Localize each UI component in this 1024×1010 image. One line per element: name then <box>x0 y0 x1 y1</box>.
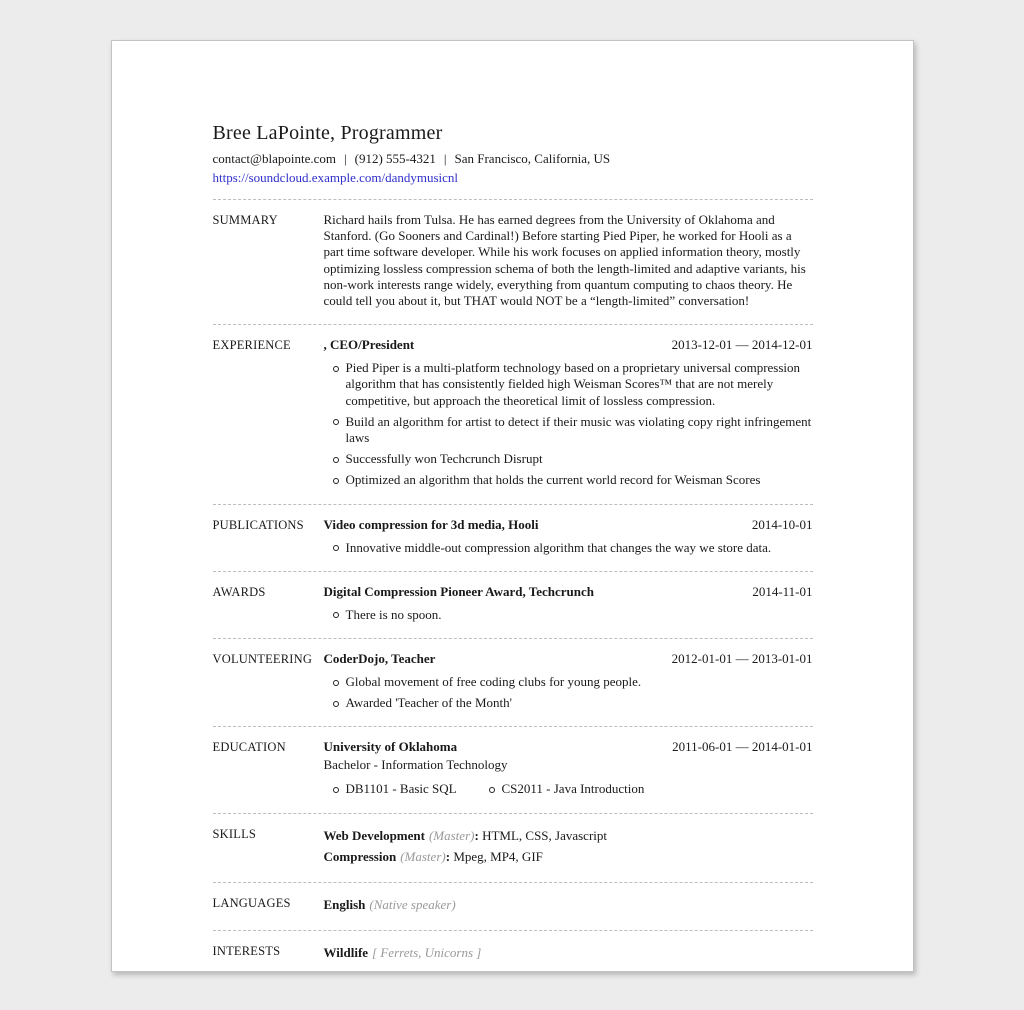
section-label-languages: LANGUAGES <box>212 895 291 910</box>
experience-bullet: Build an algorithm for artist to detect if their music was violating copy right infringement laws <box>324 414 813 446</box>
section-skills <box>213 814 813 883</box>
education-course-list <box>324 781 813 797</box>
education-content <box>324 739 813 797</box>
publications-content <box>324 517 813 556</box>
education-dates: 2011-06-01 — 2014-01-01 <box>672 739 813 755</box>
language-level: (Native speaker) <box>369 896 456 912</box>
section-label-interests: INTERESTS <box>212 943 281 958</box>
award-title: Digital Compression Pioneer Award, Techcrunch <box>323 583 594 599</box>
section-awards <box>213 572 813 639</box>
contact-phone: (912) 555-4321 <box>354 151 436 166</box>
section-label-summary: SUMMARY <box>212 213 278 227</box>
volunteering-content <box>324 651 813 711</box>
section-experience <box>213 325 813 504</box>
skill-detail: Mpeg, MP4, GIF <box>450 848 543 864</box>
experience-title: , CEO/President <box>323 337 415 353</box>
section-label-awards: AWARDS <box>212 584 266 599</box>
experience-heading-row <box>324 337 813 353</box>
volunteering-title: CoderDojo, Teacher <box>323 651 436 667</box>
awards-bullet-list <box>324 607 813 623</box>
contact-line <box>213 151 813 167</box>
language-line <box>324 895 813 915</box>
skill-colon: : <box>474 827 479 843</box>
languages-content <box>324 895 813 915</box>
contact-email: contact@blapointe.com <box>212 151 337 166</box>
interests-content <box>324 943 813 963</box>
skill-level: (Master) <box>400 848 446 864</box>
volunteering-heading-row <box>324 651 813 667</box>
experience-content <box>324 337 813 488</box>
skill-line <box>324 847 813 867</box>
section-label-education: EDUCATION <box>212 740 286 755</box>
section-label-experience: EXPERIENCE <box>212 338 291 353</box>
publications-heading-row <box>324 517 813 533</box>
website-line <box>213 170 813 186</box>
education-course: CS2011 - Java Introduction <box>480 781 645 797</box>
skill-colon: : <box>445 848 451 864</box>
contact-divider: | <box>344 151 347 166</box>
website-link[interactable]: https://soundcloud.example.com/dandymusicnl <box>212 170 459 185</box>
section-publications <box>213 505 813 572</box>
resume-header <box>213 121 813 200</box>
skill-name: Web Development <box>323 827 425 843</box>
section-volunteering <box>213 639 813 727</box>
section-languages <box>213 883 813 931</box>
volunteering-dates: 2012-01-01 — 2013-01-01 <box>671 651 813 667</box>
awards-content <box>324 584 813 623</box>
summary-content <box>324 212 813 309</box>
section-summary <box>213 200 813 325</box>
award-bullet: There is no spoon. <box>324 607 813 623</box>
interest-detail: [ Ferrets, Unicorns ] <box>372 944 482 960</box>
award-date: 2014-11-01 <box>752 583 813 599</box>
skill-level: (Master) <box>428 827 475 843</box>
education-course: DB1101 - Basic SQL <box>324 781 480 797</box>
skill-name: Compression <box>323 848 397 864</box>
section-interests <box>213 931 813 972</box>
education-school: University of Oklahoma <box>323 739 458 755</box>
section-label-publications: PUBLICATIONS <box>212 517 304 532</box>
education-heading-row <box>324 739 813 755</box>
language-name: English <box>323 896 366 912</box>
volunteering-bullet-list <box>324 674 813 711</box>
skills-content <box>324 826 813 867</box>
experience-bullet: Pied Piper is a multi-platform technology based on a proprietary universal compression algorithm that has consistently fielded high Weisman Scores™ that are not merely competitive, but approach the theoretical limit of lossless compression. <box>324 360 813 409</box>
interest-name: Wildlife <box>323 944 369 960</box>
section-label-skills: SKILLS <box>212 826 257 841</box>
experience-bullet: Successfully won Techcrunch Disrupt <box>324 451 813 467</box>
publications-bullet-list <box>324 540 813 556</box>
skill-line <box>324 826 813 846</box>
interest-line <box>324 943 813 963</box>
summary-text: Richard hails from Tulsa. He has earned degrees from the University of Oklahoma and Stanford. (Go Sooners and Cardinal!) Before starting Pied Piper, he worked for Hooli as a part time software developer. While his work focuses on applied information theory, mostly optimizing lossless compression schema of both the length-limited and adaptive variants, his non-work interests range widely, everything from quantum computing to chaos theory. He could tell you about it, but THAT would NOT be a “length-limited” conversation! <box>323 212 806 309</box>
section-label-volunteering: VOLUNTEERING <box>212 652 313 667</box>
contact-location: San Francisco, California, US <box>454 151 611 166</box>
contact-divider: | <box>443 151 447 166</box>
publication-date: 2014-10-01 <box>751 516 813 532</box>
person-name: Bree LaPointe, Programmer <box>212 122 443 144</box>
resume-page <box>111 40 914 972</box>
education-degree: Bachelor - Information Technology <box>323 757 508 773</box>
skill-detail: HTML, CSS, Javascript <box>478 827 608 843</box>
volunteering-bullet: Global movement of free coding clubs for young people. <box>324 674 813 690</box>
publication-title: Video compression for 3d media, Hooli <box>323 516 539 532</box>
experience-bullet-list <box>324 360 813 488</box>
volunteering-bullet: Awarded 'Teacher of the Month' <box>324 695 813 711</box>
section-education <box>213 727 813 813</box>
awards-heading-row <box>324 584 813 600</box>
experience-dates: 2013-12-01 — 2014-12-01 <box>671 337 813 353</box>
publication-bullet: Innovative middle-out compression algorithm that changes the way we store data. <box>324 540 813 556</box>
experience-bullet: Optimized an algorithm that holds the current world record for Weisman Scores <box>324 472 813 488</box>
